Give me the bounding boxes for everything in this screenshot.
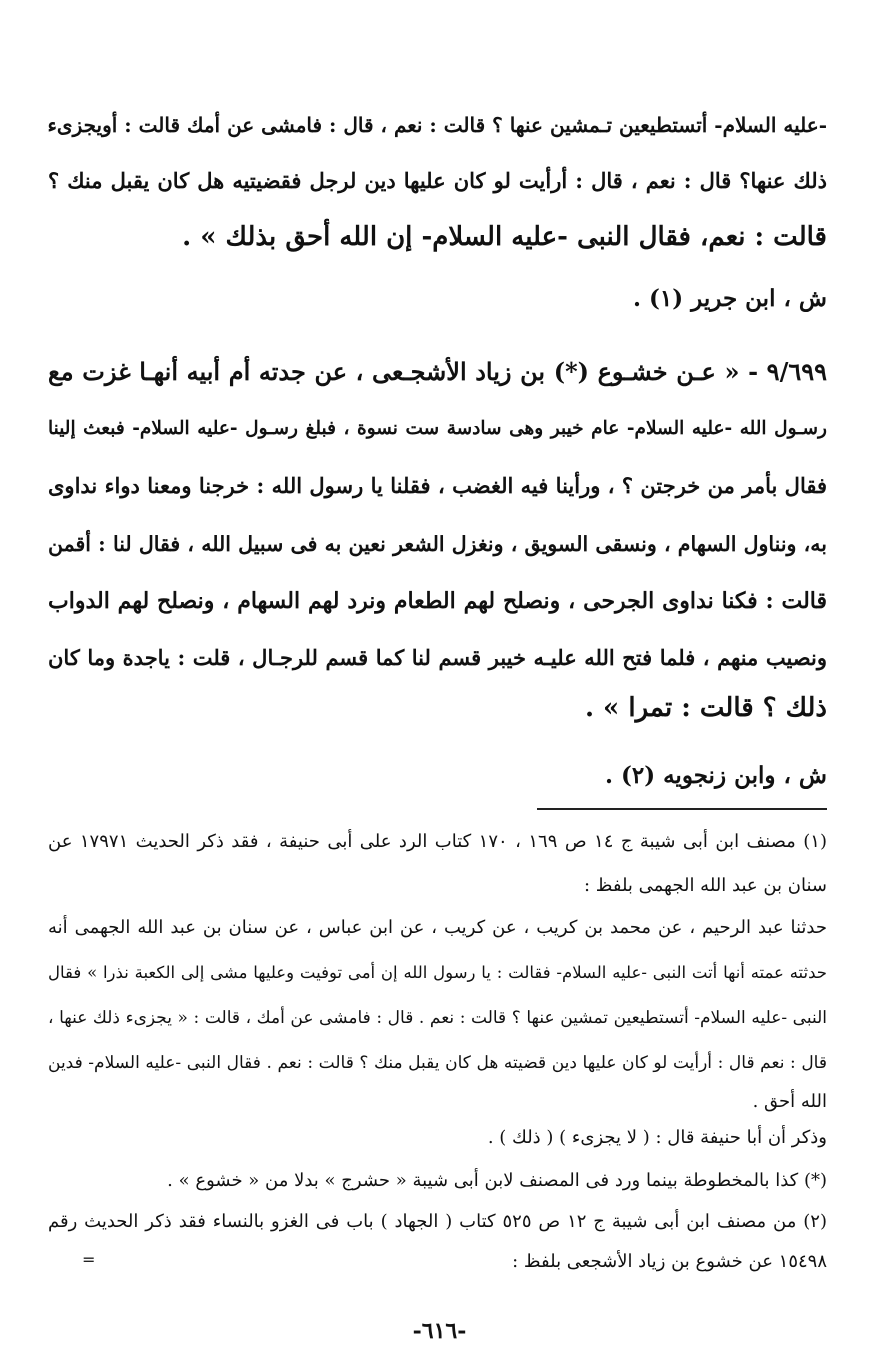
- hadith-text-line: ذلك ؟ قالت : تمرا » .: [584, 693, 827, 723]
- footnote-line: الله أحق .: [752, 1091, 827, 1112]
- footnote-line: وذكر أن أبا حنيفة قال : ( لا يجزىء ) ( ذلك ) .: [487, 1127, 827, 1148]
- hadith-text-line: ونصيب منهم ، فلما فتح الله عليـه خيبر قسم لنا كما قسم للرجـال ، قلت : ياجدة وما كان: [48, 645, 827, 670]
- hadith-text-line: ذلك عنها؟ قال : نعم ، قال : أرأيت لو كان عليها دين لرجل فقضيتيه هل كان يقبل منك ؟: [48, 168, 827, 193]
- footnote-line: حدثنا عبد الرحيم ، عن محمد بن كريب ، عن كريب ، عن ابن عباس ، عن سنان بن عبد الله الجهمى أنه: [48, 917, 827, 938]
- hadith-text-line: رسـول الله -عليه السلام- عام خيبر وهى سادسة ست نسوة ، فبلغ رسـول -عليه السلام- فبعث إلينا: [48, 418, 827, 439]
- footnote-line: النبى -عليه السلام- أتستطيعين تمشين عنها ؟ قالت : نعم . قال : فامشى عن أمك ، قالت : « يجزىء ذلك عنها ،: [48, 1008, 827, 1028]
- continuation-marker: =: [82, 1250, 96, 1269]
- footnote-line: (*) كذا بالمخطوطة بينما ورد فى المصنف لابن أبى شيبة « حشرج » بدلا من « خشوع » .: [167, 1170, 827, 1191]
- footnote-line: سنان بن عبد الله الجهمى بلفظ :: [583, 875, 827, 896]
- footnote-line: حدثته عمته أنها أتت النبى -عليه السلام- فقالت : يا رسول الله إن أمى توفيت وعليها مشى إلى الكعبة نذرا » فقال: [48, 963, 827, 982]
- hadith-text-line: قالت : فكنا نداوى الجرحى ، ونصلح لهم الطعام ونرد لهم السهام ، ونصلح لهم الدواب: [48, 588, 827, 614]
- footnote-line: (٢) من مصنف ابن أبى شيبة ج ١٢ ص ٥٢٥ كتاب ( الجهاد ) باب فى الغزو بالنساء فقد ذكر الحديث رقم: [48, 1211, 827, 1232]
- hadith-text-line: قالت : نعم، فقال النبى -عليه السلام- إن الله أحق بذلك » .: [182, 222, 827, 252]
- footnote-line: قال : نعم قال : أرأيت لو كان عليها دين قضيته هل كان يقبل منك ؟ قالت : نعم . فقال النبى -عليه السلام- فدين: [48, 1053, 827, 1073]
- footnote-divider: [537, 808, 827, 810]
- hadith-text-line: به، ونناول السهام ، ونسقى السويق ، ونغزل الشعر نعين به فى سبيل الله ، فقال لنا : أقمن: [48, 532, 827, 556]
- page-number: -٦١٦-: [412, 1318, 467, 1344]
- hadith-text-line: ٩/٦٩٩ - « عـن خشـوع (*) بن زياد الأشجـعى ، عن جدته أم أبيه أنهـا غزت مع: [48, 357, 827, 386]
- hadith-text-line: فقال بأمر من خرجتن ؟ ، ورأينا فيه الغضب ، فقلنا يا رسول الله : خرجنا ومعنا دواء نداوى: [48, 473, 827, 498]
- source-reference: ش ، ابن جرير (١) .: [633, 285, 827, 312]
- footnote-line: ١٥٤٩٨ عن خشوع بن زياد الأشجعى بلفظ :: [512, 1251, 827, 1272]
- footnote-line: (١) مصنف ابن أبى شيبة ج ١٤ ص ١٦٩ ، ١٧٠ كتاب الرد على أبى حنيفة ، فقد ذكر الحديث ١٧٩٧١ عن: [48, 831, 827, 852]
- hadith-text-line: -عليه السلام- أتستطيعين تـمشين عنها ؟ قالت : نعم ، قال : فامشى عن أمك قالت : أويجزىء: [48, 113, 827, 137]
- source-reference: ش ، وابن زنجويه (٢) .: [604, 762, 827, 789]
